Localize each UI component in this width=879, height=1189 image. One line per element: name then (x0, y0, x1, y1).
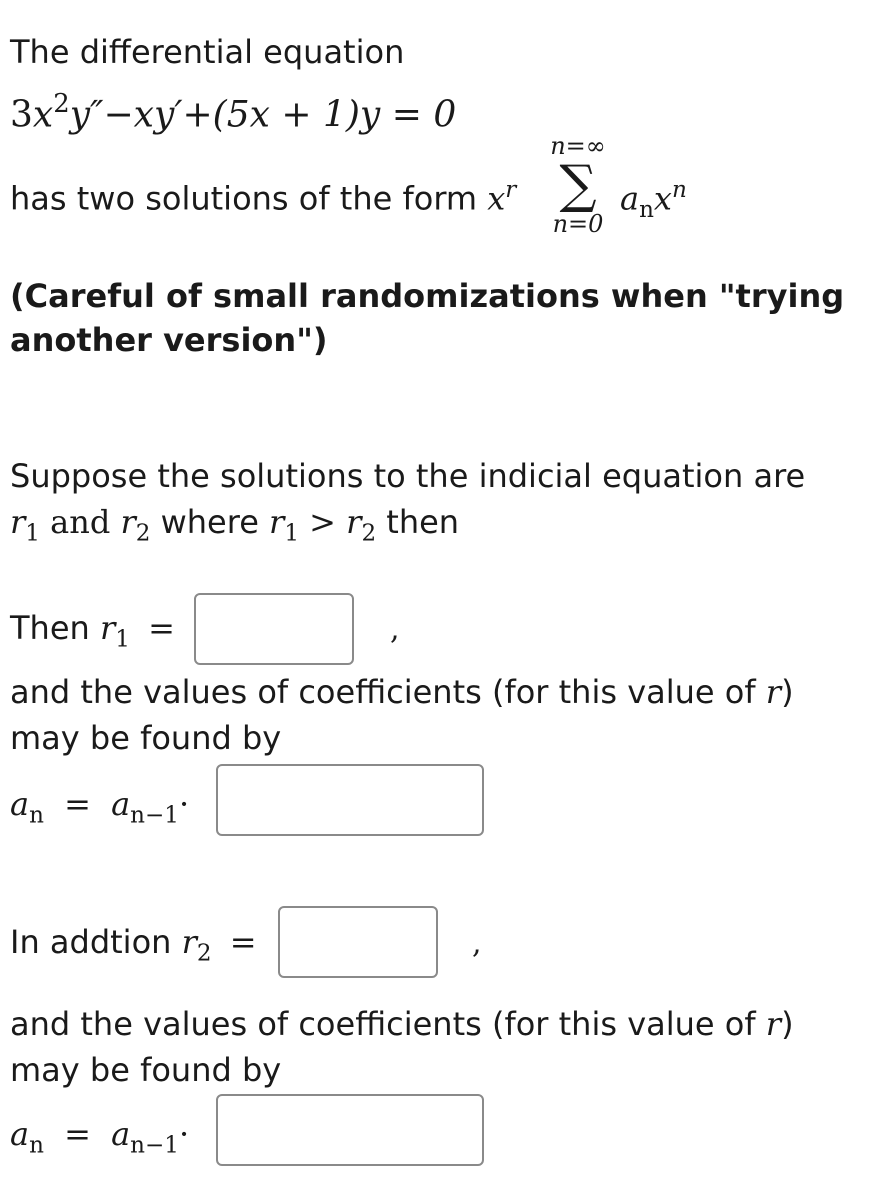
r1-label: Then $r_1$ = (10, 609, 175, 653)
r1-input[interactable] (194, 593, 354, 665)
coeff-text-4: may be found by (10, 1051, 282, 1089)
r1-comma: , (390, 612, 400, 647)
summation-symbol: n=∞ ∑ n=0 (550, 132, 606, 238)
warning-line-1: (Careful of small randomizations when "trying (10, 277, 845, 315)
solution-form-text: has two solutions of the form $x^r$ (10, 177, 517, 218)
indicial-line-2: $r_1$ and $r_2$ where $r_1 > r_2$ then (10, 503, 460, 547)
coeff-text-1: and the values of coefficients (for this value of r) (10, 673, 794, 711)
indicial-line-1: Suppose the solutions to the indicial equation are (10, 457, 806, 495)
recurrence-1-input[interactable] (216, 764, 484, 836)
recurrence-label-1: $a_n = a_{n-1}\cdot$ (10, 785, 190, 829)
coeff-text-3: and the values of coefficients (for this value of r) (10, 1005, 794, 1043)
differential-equation: $3x^2y''-xy'+(5x + 1)y = 0$ (10, 89, 457, 136)
r2-comma: , (472, 926, 482, 961)
warning-line-2: another version") (10, 321, 328, 359)
coeff-text-2: may be found by (10, 719, 282, 757)
r2-label: In addtion $r_2$ = (10, 923, 257, 967)
intro-text: The differential equation (10, 33, 405, 71)
r2-input[interactable] (278, 906, 438, 978)
recurrence-label-2: $a_n = a_{n-1}\cdot$ (10, 1115, 190, 1159)
recurrence-2-input[interactable] (216, 1094, 484, 1166)
summation-term: $a_nx^n$ (620, 177, 687, 224)
